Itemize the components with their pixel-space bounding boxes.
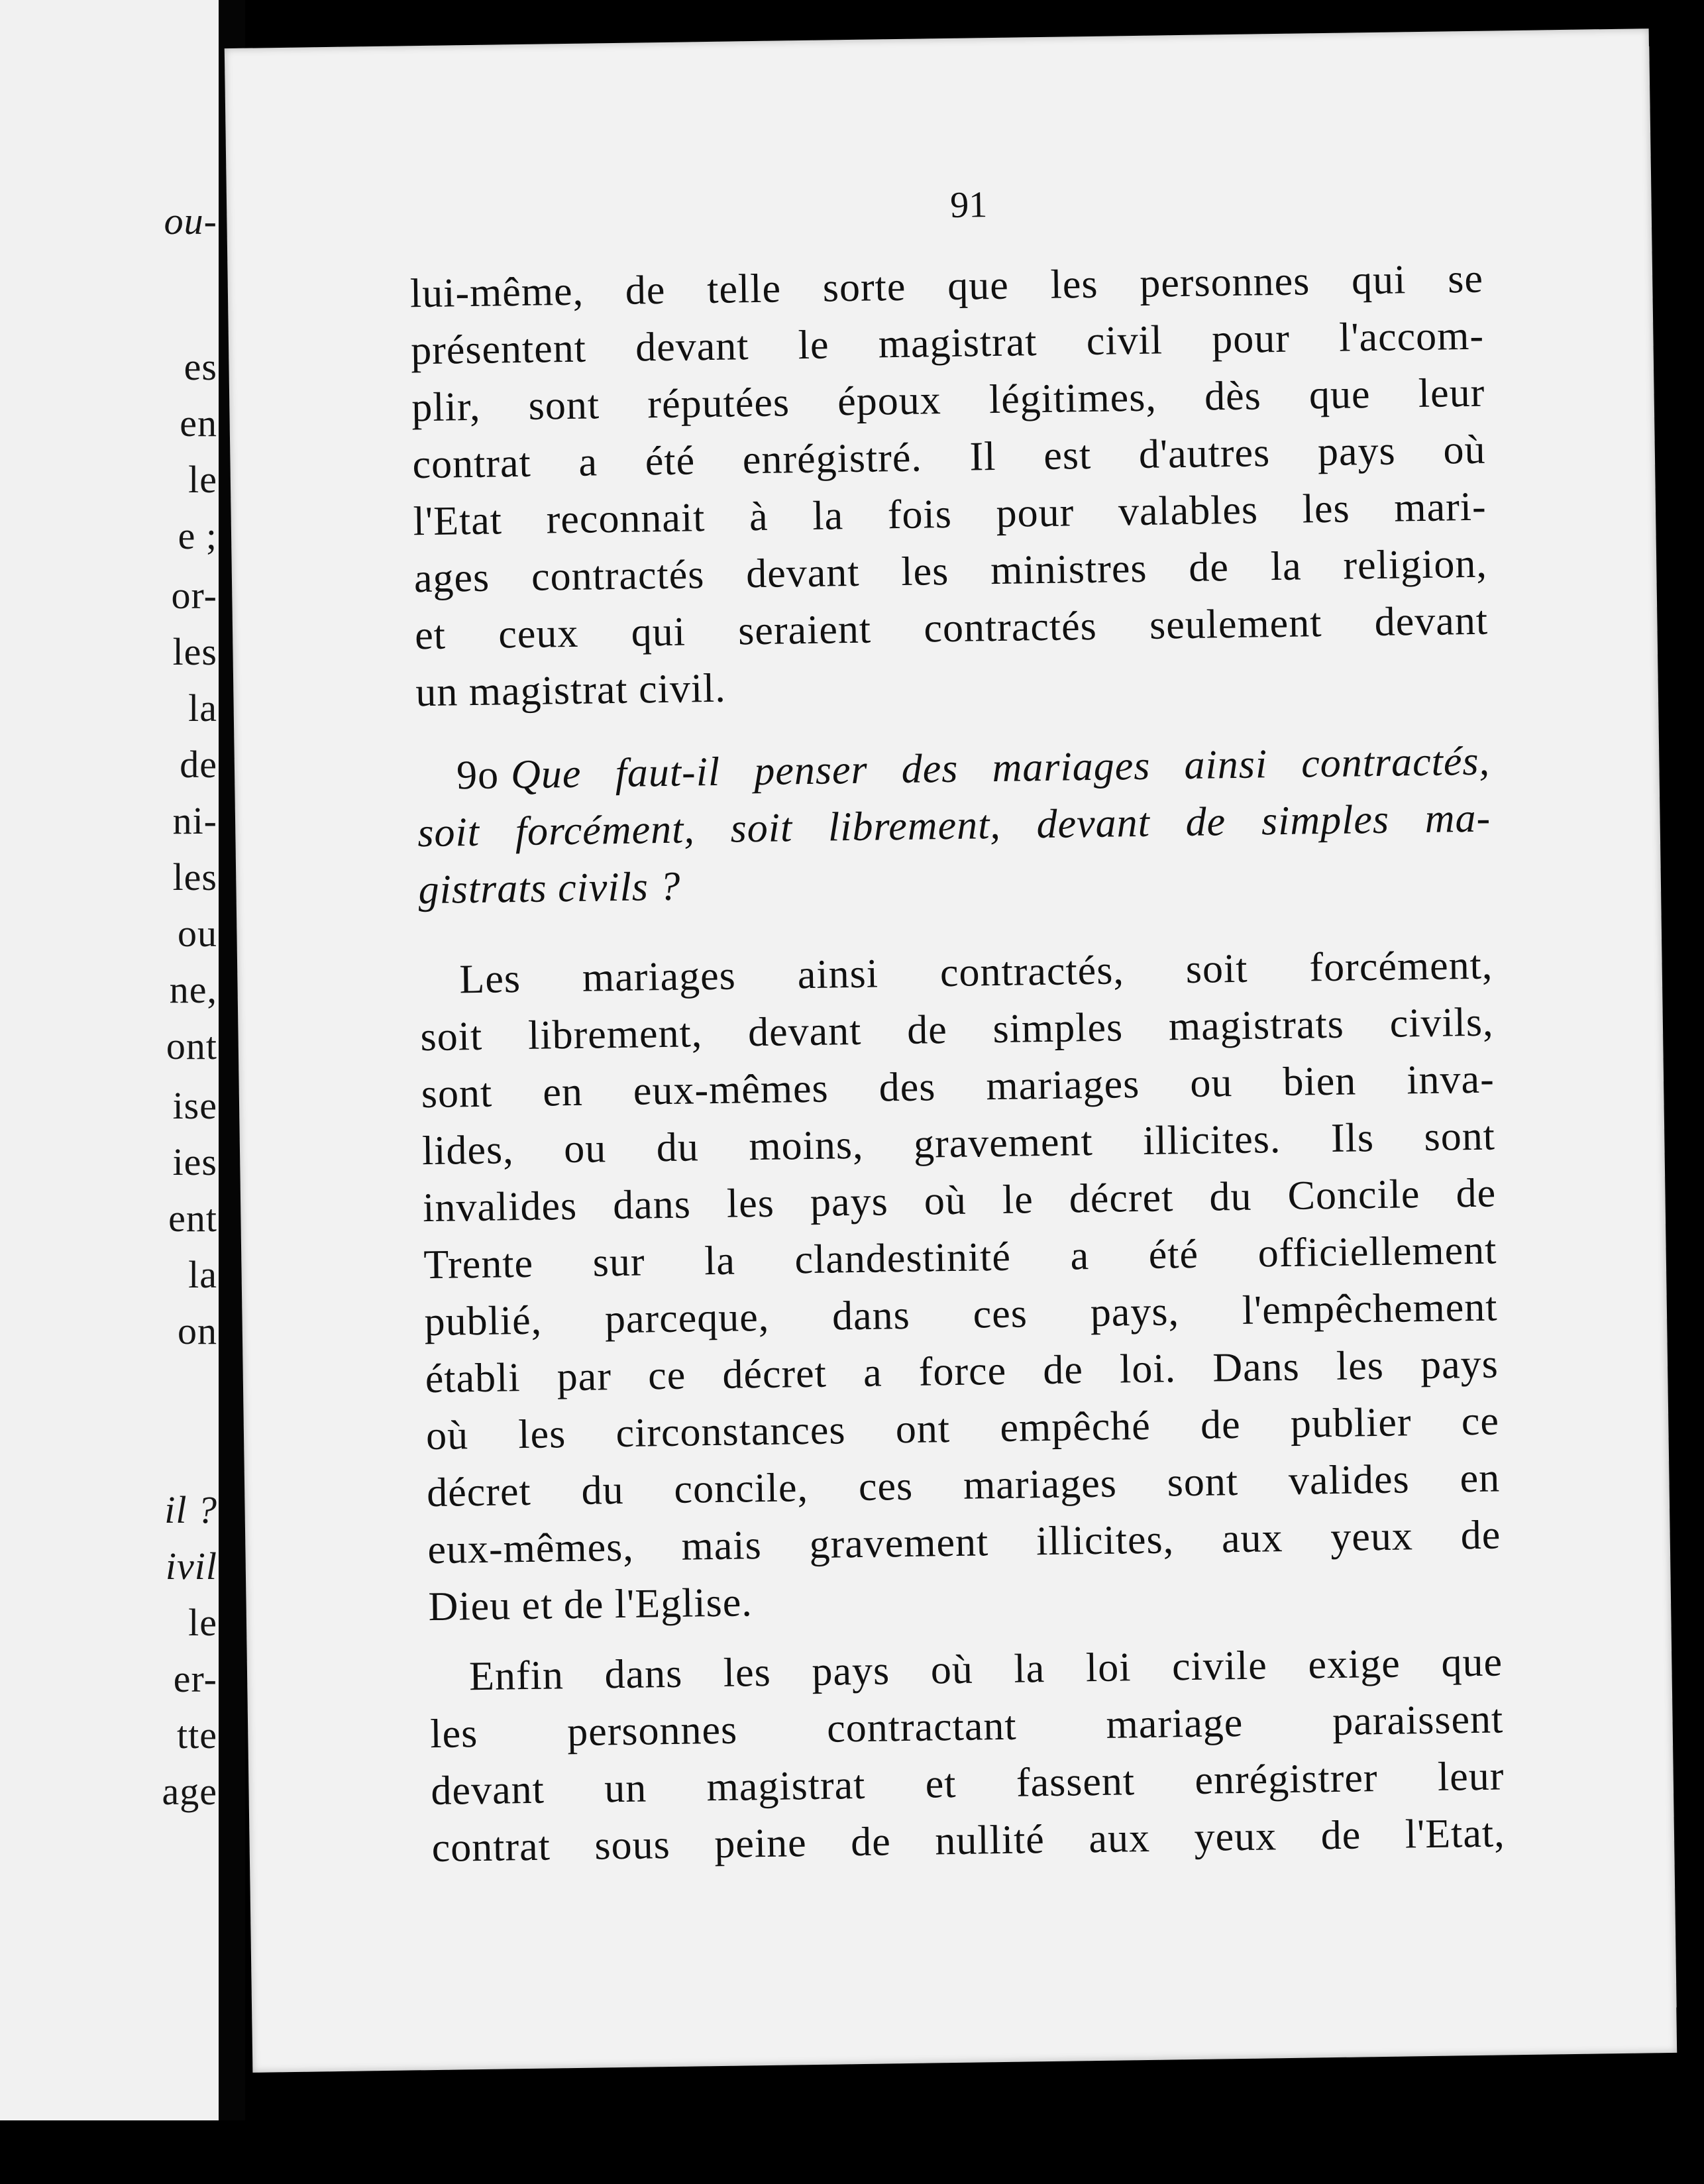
left-page-fragment: ont bbox=[166, 1024, 217, 1067]
paragraph-line: décret du concile, ces mariages sont valides en bbox=[426, 1455, 1501, 1516]
left-page-text-fragments bbox=[0, 0, 224, 2184]
paragraph-line: Dieu et de l'Eglise. bbox=[428, 1580, 753, 1630]
question-line: gistrats civils ? bbox=[418, 863, 681, 913]
left-page-fragment: le bbox=[188, 1601, 217, 1644]
paragraph-line: lides, ou du moins, gravement illicites. Ils sont bbox=[421, 1113, 1496, 1174]
paragraph-line: invalides dans les pays où le décret du Concile de bbox=[422, 1170, 1497, 1231]
paragraph-line: établi par ce décret a force de loi. Dans les pays bbox=[425, 1341, 1499, 1402]
left-page-fragment: le bbox=[188, 458, 217, 501]
paragraph-line: présentent devant le magistrat civil pour l'accom- bbox=[410, 313, 1485, 374]
left-page-fragment: il ? bbox=[164, 1488, 217, 1531]
left-page-fragment: age bbox=[162, 1770, 217, 1813]
left-page-fragment: ou- bbox=[164, 199, 217, 243]
paragraph-line: contrat a été enrégistré. Il est d'autres pays où bbox=[412, 427, 1486, 488]
left-page-fragment: de bbox=[180, 743, 217, 786]
left-page-fragment: ne, bbox=[169, 968, 217, 1011]
paragraph-line: Les mariages ainsi contractés, soit forcément, bbox=[458, 942, 1493, 1003]
paragraph-line: les personnes contractant mariage paraissent bbox=[429, 1696, 1504, 1757]
left-page-fragment: la bbox=[188, 1253, 217, 1296]
paragraph-line: Trente sur la clandestinité a été officiellement bbox=[423, 1227, 1497, 1288]
paragraph-line: devant un magistrat et fassent enrégistrer leur bbox=[431, 1753, 1505, 1814]
left-page-fragment: e ; bbox=[178, 514, 217, 557]
left-page-fragment: tte bbox=[177, 1714, 217, 1757]
paragraph-line: sont en eux-mêmes des mariages ou bien inva- bbox=[421, 1056, 1495, 1117]
left-page-fragment: ise bbox=[172, 1084, 217, 1127]
left-page-fragment: ent bbox=[168, 1197, 217, 1240]
left-page-fragment: er- bbox=[173, 1657, 217, 1700]
paragraph-line: et ceux qui seraient contractés seulement devant bbox=[414, 598, 1489, 659]
left-page-fragment: on bbox=[178, 1309, 217, 1352]
left-page-fragment: ou bbox=[178, 912, 217, 955]
left-page-fragment: es bbox=[184, 345, 217, 388]
left-page-fragment: or- bbox=[171, 574, 217, 617]
paragraph-line: un magistrat civil. bbox=[415, 665, 727, 716]
left-page-fragment: ies bbox=[172, 1140, 217, 1183]
left-page-fragment: les bbox=[172, 630, 217, 673]
question-number: 9o bbox=[456, 752, 500, 798]
paragraph-line: lui-même, de telle sorte que les personnes qui se bbox=[409, 256, 1484, 317]
paragraph-line: eux-mêmes, mais gravement illicites, aux yeux de bbox=[427, 1512, 1501, 1573]
question-line-text: Que faut-il penser des mariages ainsi contractés, bbox=[510, 738, 1491, 798]
paragraph-line: l'Etat reconnait à la fois pour valables les mari- bbox=[413, 484, 1487, 545]
left-page-fragment: la bbox=[188, 686, 217, 730]
paragraph-line: plir, sont réputées époux légitimes, dès que leur bbox=[411, 370, 1485, 431]
left-page bbox=[0, 0, 228, 2184]
paragraph-line: ages contractés devant les ministres de la religion, bbox=[413, 541, 1488, 602]
paragraph-line: où les circonstances ont empêché de publier ce bbox=[425, 1398, 1500, 1459]
left-page-fragment: ni- bbox=[172, 799, 217, 842]
paragraph-line: Enfin dans les pays où la loi civile exige que bbox=[468, 1639, 1503, 1700]
paragraph-line: contrat sous peine de nullité aux yeux de l'Etat, bbox=[431, 1810, 1506, 1871]
scan-background bbox=[0, 2120, 1704, 2184]
left-page-fragment: les bbox=[172, 855, 217, 899]
left-page-fragment: en bbox=[180, 402, 217, 445]
paragraph-line: publié, parceque, dans ces pays, l'empêchement bbox=[424, 1284, 1498, 1345]
page-number: 91 bbox=[949, 184, 988, 226]
left-page-fragment: ivil bbox=[165, 1545, 217, 1588]
paragraph-line: soit librement, devant de simples magistrats civils, bbox=[420, 999, 1494, 1060]
main-page bbox=[225, 28, 1677, 2073]
question-line: soit forcément, soit librement, devant de simples ma- bbox=[417, 795, 1491, 856]
